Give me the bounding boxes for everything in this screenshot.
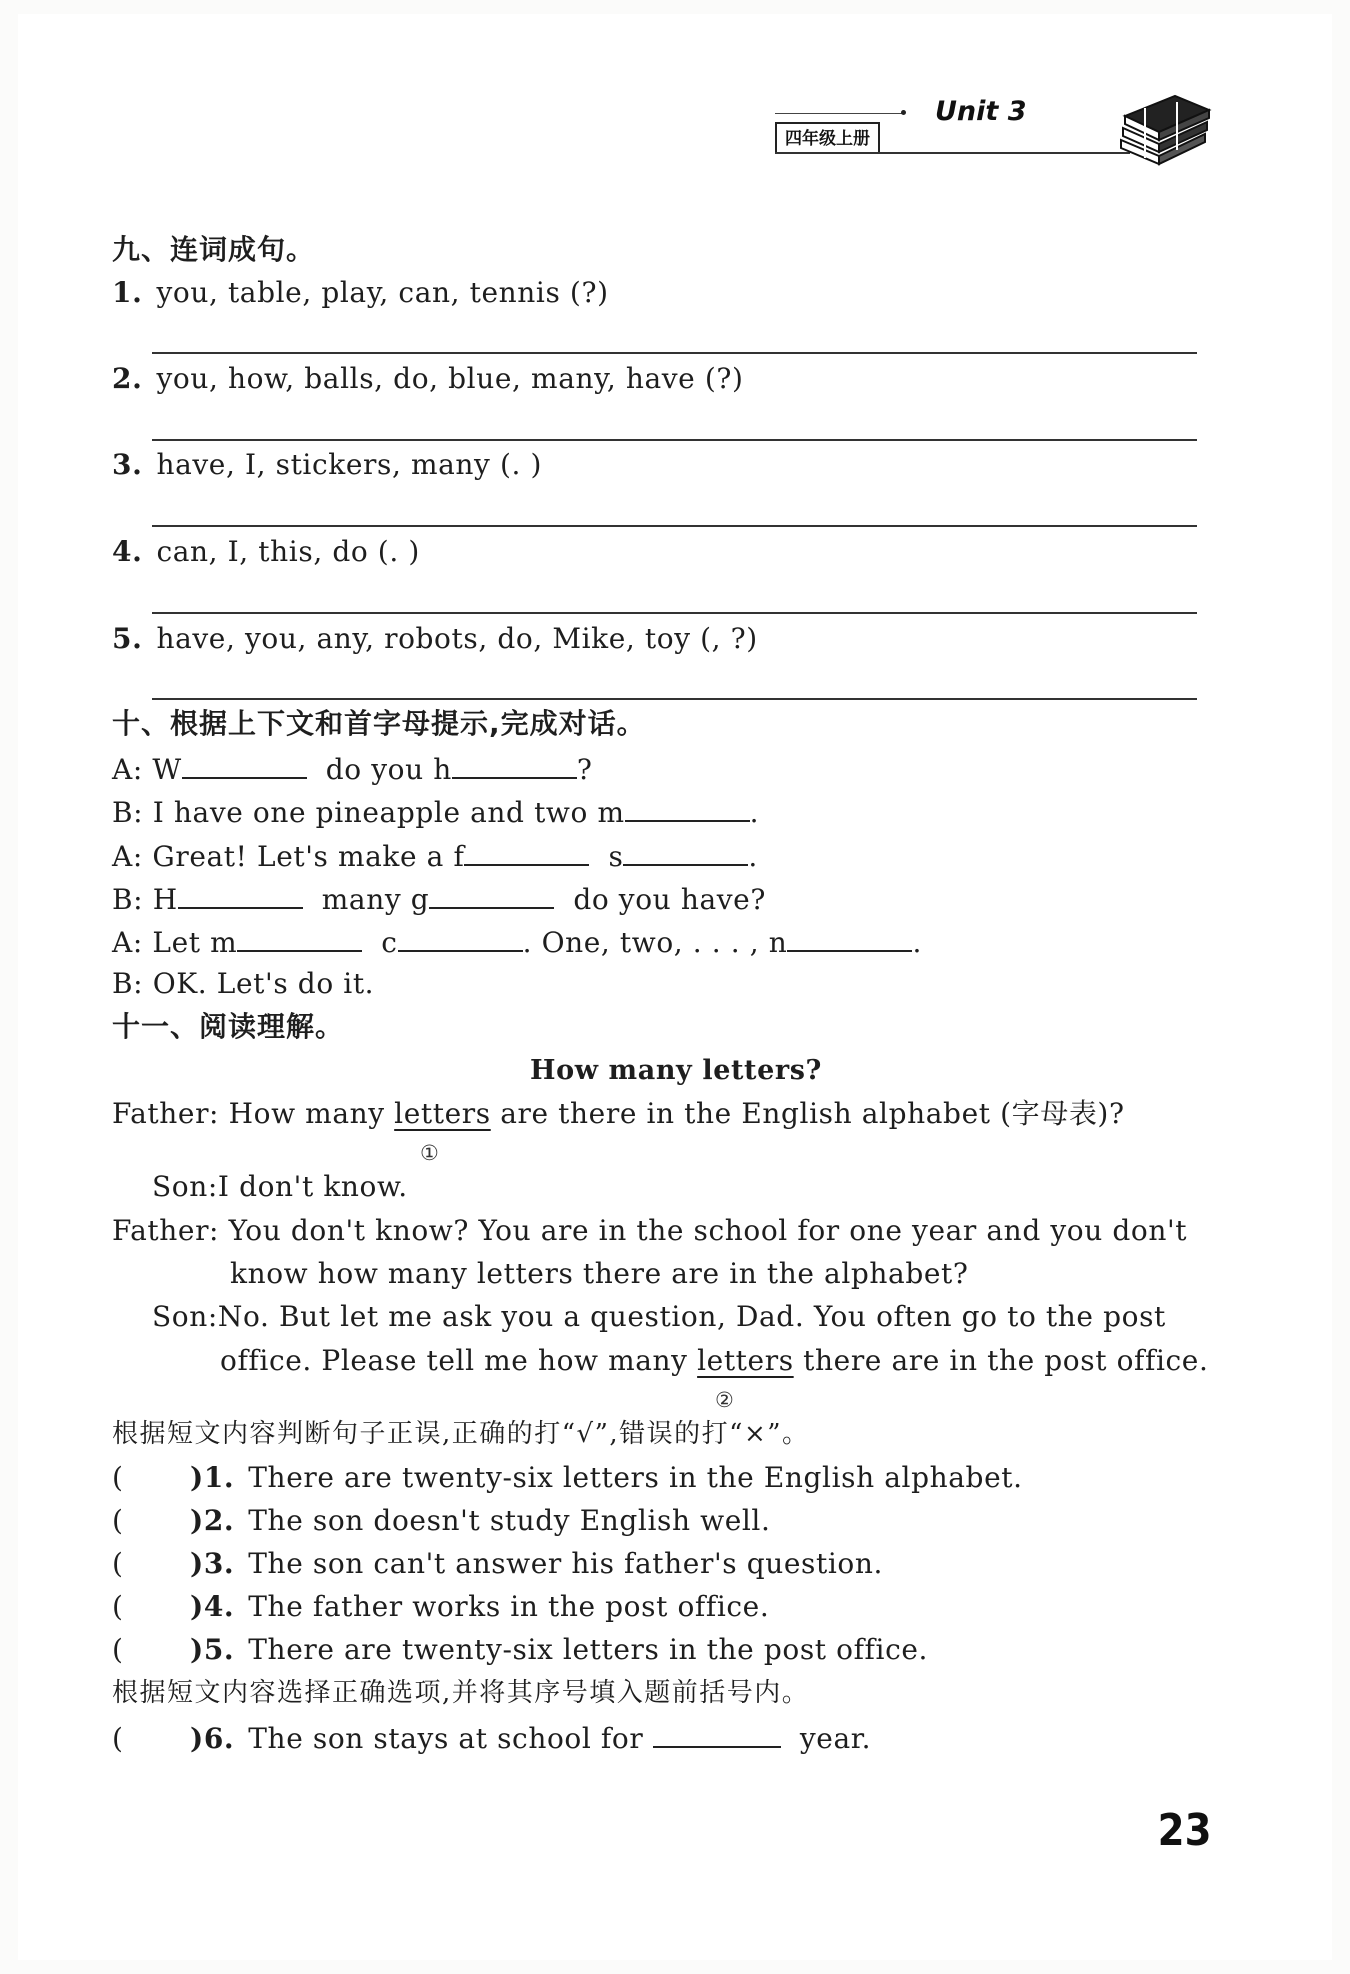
dialogue-text: . xyxy=(912,926,922,959)
speaker: B: xyxy=(112,883,144,916)
passage-text: office. Please tell me how many xyxy=(220,1344,698,1377)
dialogue-text: . One, two, . . . , n xyxy=(522,926,788,959)
speaker: Father: xyxy=(112,1214,220,1247)
blank[interactable] xyxy=(464,838,589,866)
dialogue-text: H xyxy=(152,883,178,916)
answer-line-5[interactable] xyxy=(152,698,1197,700)
passage-text: there are in the post office. xyxy=(793,1344,1209,1377)
question-2 xyxy=(112,362,744,396)
passage-father-1 xyxy=(112,1097,1125,1131)
grade-label: 四年级上册 xyxy=(775,122,880,154)
dialogue-text: do you have? xyxy=(573,883,766,916)
answer-line-4[interactable] xyxy=(152,612,1197,614)
statement: The son doesn't study English well. xyxy=(248,1504,771,1537)
question-number: )4. xyxy=(190,1590,235,1623)
answer-bracket[interactable]: ( xyxy=(112,1722,124,1755)
unit-label: Unit 3 xyxy=(935,96,1027,127)
question-number: )2. xyxy=(190,1504,235,1537)
instruction-choice: 根据短文内容选择正确选项,并将其序号填入题前括号内。 xyxy=(112,1678,810,1708)
dialogue-text: Great! Let's make a f xyxy=(152,840,465,873)
instruction-true-false: 根据短文内容判断句子正误,正确的打“√”,错误的打“×”。 xyxy=(112,1419,810,1449)
question-number: )5. xyxy=(190,1633,235,1666)
speaker: A: xyxy=(112,926,143,959)
question-number: )6. xyxy=(190,1722,235,1755)
blank[interactable] xyxy=(398,924,523,952)
answer-bracket[interactable]: ( xyxy=(112,1590,124,1623)
passage-text: How many xyxy=(228,1097,395,1130)
dialogue-line-4 xyxy=(112,881,766,917)
dialogue-text: c xyxy=(381,926,398,959)
section10-heading: 十、根据上下文和首字母提示,完成对话。 xyxy=(112,707,646,740)
passage-text: No. But let me ask you a question, Dad. You often go to the post xyxy=(217,1300,1166,1333)
speaker: Son: xyxy=(152,1300,218,1333)
statement: The father works in the post office. xyxy=(248,1590,770,1623)
tf-item-2 xyxy=(112,1504,770,1538)
answer-line-1[interactable] xyxy=(152,352,1197,354)
question-4 xyxy=(112,535,420,569)
dialogue-line-6 xyxy=(112,967,374,1001)
blank[interactable] xyxy=(237,924,362,952)
header-underline xyxy=(775,152,1130,154)
blank[interactable] xyxy=(452,751,577,779)
page-header xyxy=(775,88,1215,168)
dialogue-line-5 xyxy=(112,924,922,960)
answer-line-3[interactable] xyxy=(152,525,1197,527)
header-rule xyxy=(775,113,903,114)
answer-bracket[interactable]: ( xyxy=(112,1504,124,1537)
question-words: have, I, stickers, many (. ) xyxy=(156,448,543,481)
marker-2: ② xyxy=(715,1388,734,1412)
question-number: 5. xyxy=(112,622,143,655)
statement: year. xyxy=(799,1722,872,1755)
question-number: )1. xyxy=(190,1461,235,1494)
dialogue-line-2 xyxy=(112,794,759,830)
question-number: 1. xyxy=(112,276,143,309)
marker-1: ① xyxy=(420,1141,439,1165)
question-3 xyxy=(112,448,542,482)
dialogue-text: . xyxy=(749,796,760,829)
answer-line-2[interactable] xyxy=(152,439,1197,441)
passage-father-2b: know how many letters there are in the alphabet? xyxy=(230,1257,969,1290)
tf-item-4 xyxy=(112,1590,769,1624)
dialogue-text: I have one pineapple and two m xyxy=(152,796,625,829)
tf-item-5 xyxy=(112,1633,928,1667)
answer-bracket[interactable]: ( xyxy=(112,1461,124,1494)
tf-item-3 xyxy=(112,1547,883,1581)
passage-text: are there in the English alphabet (字母表)? xyxy=(490,1097,1125,1130)
question-words: can, I, this, do (. ) xyxy=(156,535,420,568)
speaker: B: xyxy=(112,796,144,829)
blank[interactable] xyxy=(653,1720,781,1748)
speaker: Father: xyxy=(112,1097,220,1130)
blank[interactable] xyxy=(429,881,554,909)
question-words: you, how, balls, do, blue, many, have (?) xyxy=(156,362,744,395)
underlined-word: letters xyxy=(697,1344,794,1377)
speaker: A: xyxy=(112,840,143,873)
passage-son-1 xyxy=(152,1170,408,1204)
question-number: 4. xyxy=(112,535,143,568)
blank[interactable] xyxy=(623,838,748,866)
statement: The son stays at school for xyxy=(248,1722,644,1755)
dialogue-text: OK. Let's do it. xyxy=(152,967,375,1000)
dialogue-text: W xyxy=(152,753,182,786)
dialogue-text: Let m xyxy=(152,926,238,959)
question-number: 2. xyxy=(112,362,143,395)
passage-son-2 xyxy=(152,1300,1166,1334)
books-icon xyxy=(1105,88,1215,168)
statement: There are twenty-six letters in the post office. xyxy=(248,1633,929,1666)
passage-father-2 xyxy=(112,1214,1187,1248)
dialogue-text: s xyxy=(608,840,624,873)
dialogue-text: do you h xyxy=(325,753,452,786)
statement: There are twenty-six letters in the English alphabet. xyxy=(248,1461,1023,1494)
speaker: A: xyxy=(112,753,143,786)
blank[interactable] xyxy=(787,924,912,952)
question-5 xyxy=(112,622,758,656)
question-number: 3. xyxy=(112,448,143,481)
dialogue-line-1 xyxy=(112,751,593,787)
speaker: Son: xyxy=(152,1170,218,1203)
passage-text: You don't know? You are in the school for one year and you don't xyxy=(228,1214,1188,1247)
dialogue-text: ? xyxy=(576,753,593,786)
header-dot xyxy=(901,110,906,115)
tf-item-1 xyxy=(112,1461,1023,1495)
section11-heading: 十一、阅读理解。 xyxy=(112,1010,345,1043)
question-1 xyxy=(112,276,609,310)
passage-son-2b xyxy=(220,1344,1208,1378)
choice-item-6 xyxy=(112,1720,871,1756)
section9-heading: 九、连词成句。 xyxy=(112,233,316,266)
question-words: you, table, play, can, tennis (?) xyxy=(156,276,609,309)
blank[interactable] xyxy=(625,794,750,822)
question-number: )3. xyxy=(190,1547,235,1580)
answer-bracket[interactable]: ( xyxy=(112,1547,124,1580)
dialogue-line-3 xyxy=(112,838,758,874)
answer-bracket[interactable]: ( xyxy=(112,1633,124,1666)
underlined-word: letters xyxy=(394,1097,491,1130)
question-words: have, you, any, robots, do, Mike, toy (, ?) xyxy=(156,622,758,655)
dialogue-text: many g xyxy=(321,883,430,916)
statement: The son can't answer his father's question. xyxy=(248,1547,884,1580)
speaker: B: xyxy=(112,967,144,1000)
page-number: 23 xyxy=(1157,1805,1212,1856)
blank[interactable] xyxy=(178,881,303,909)
dialogue-text: . xyxy=(748,840,758,873)
blank[interactable] xyxy=(182,751,307,779)
passage-title: How many letters? xyxy=(530,1055,822,1086)
passage-text: I don't know. xyxy=(217,1170,408,1203)
